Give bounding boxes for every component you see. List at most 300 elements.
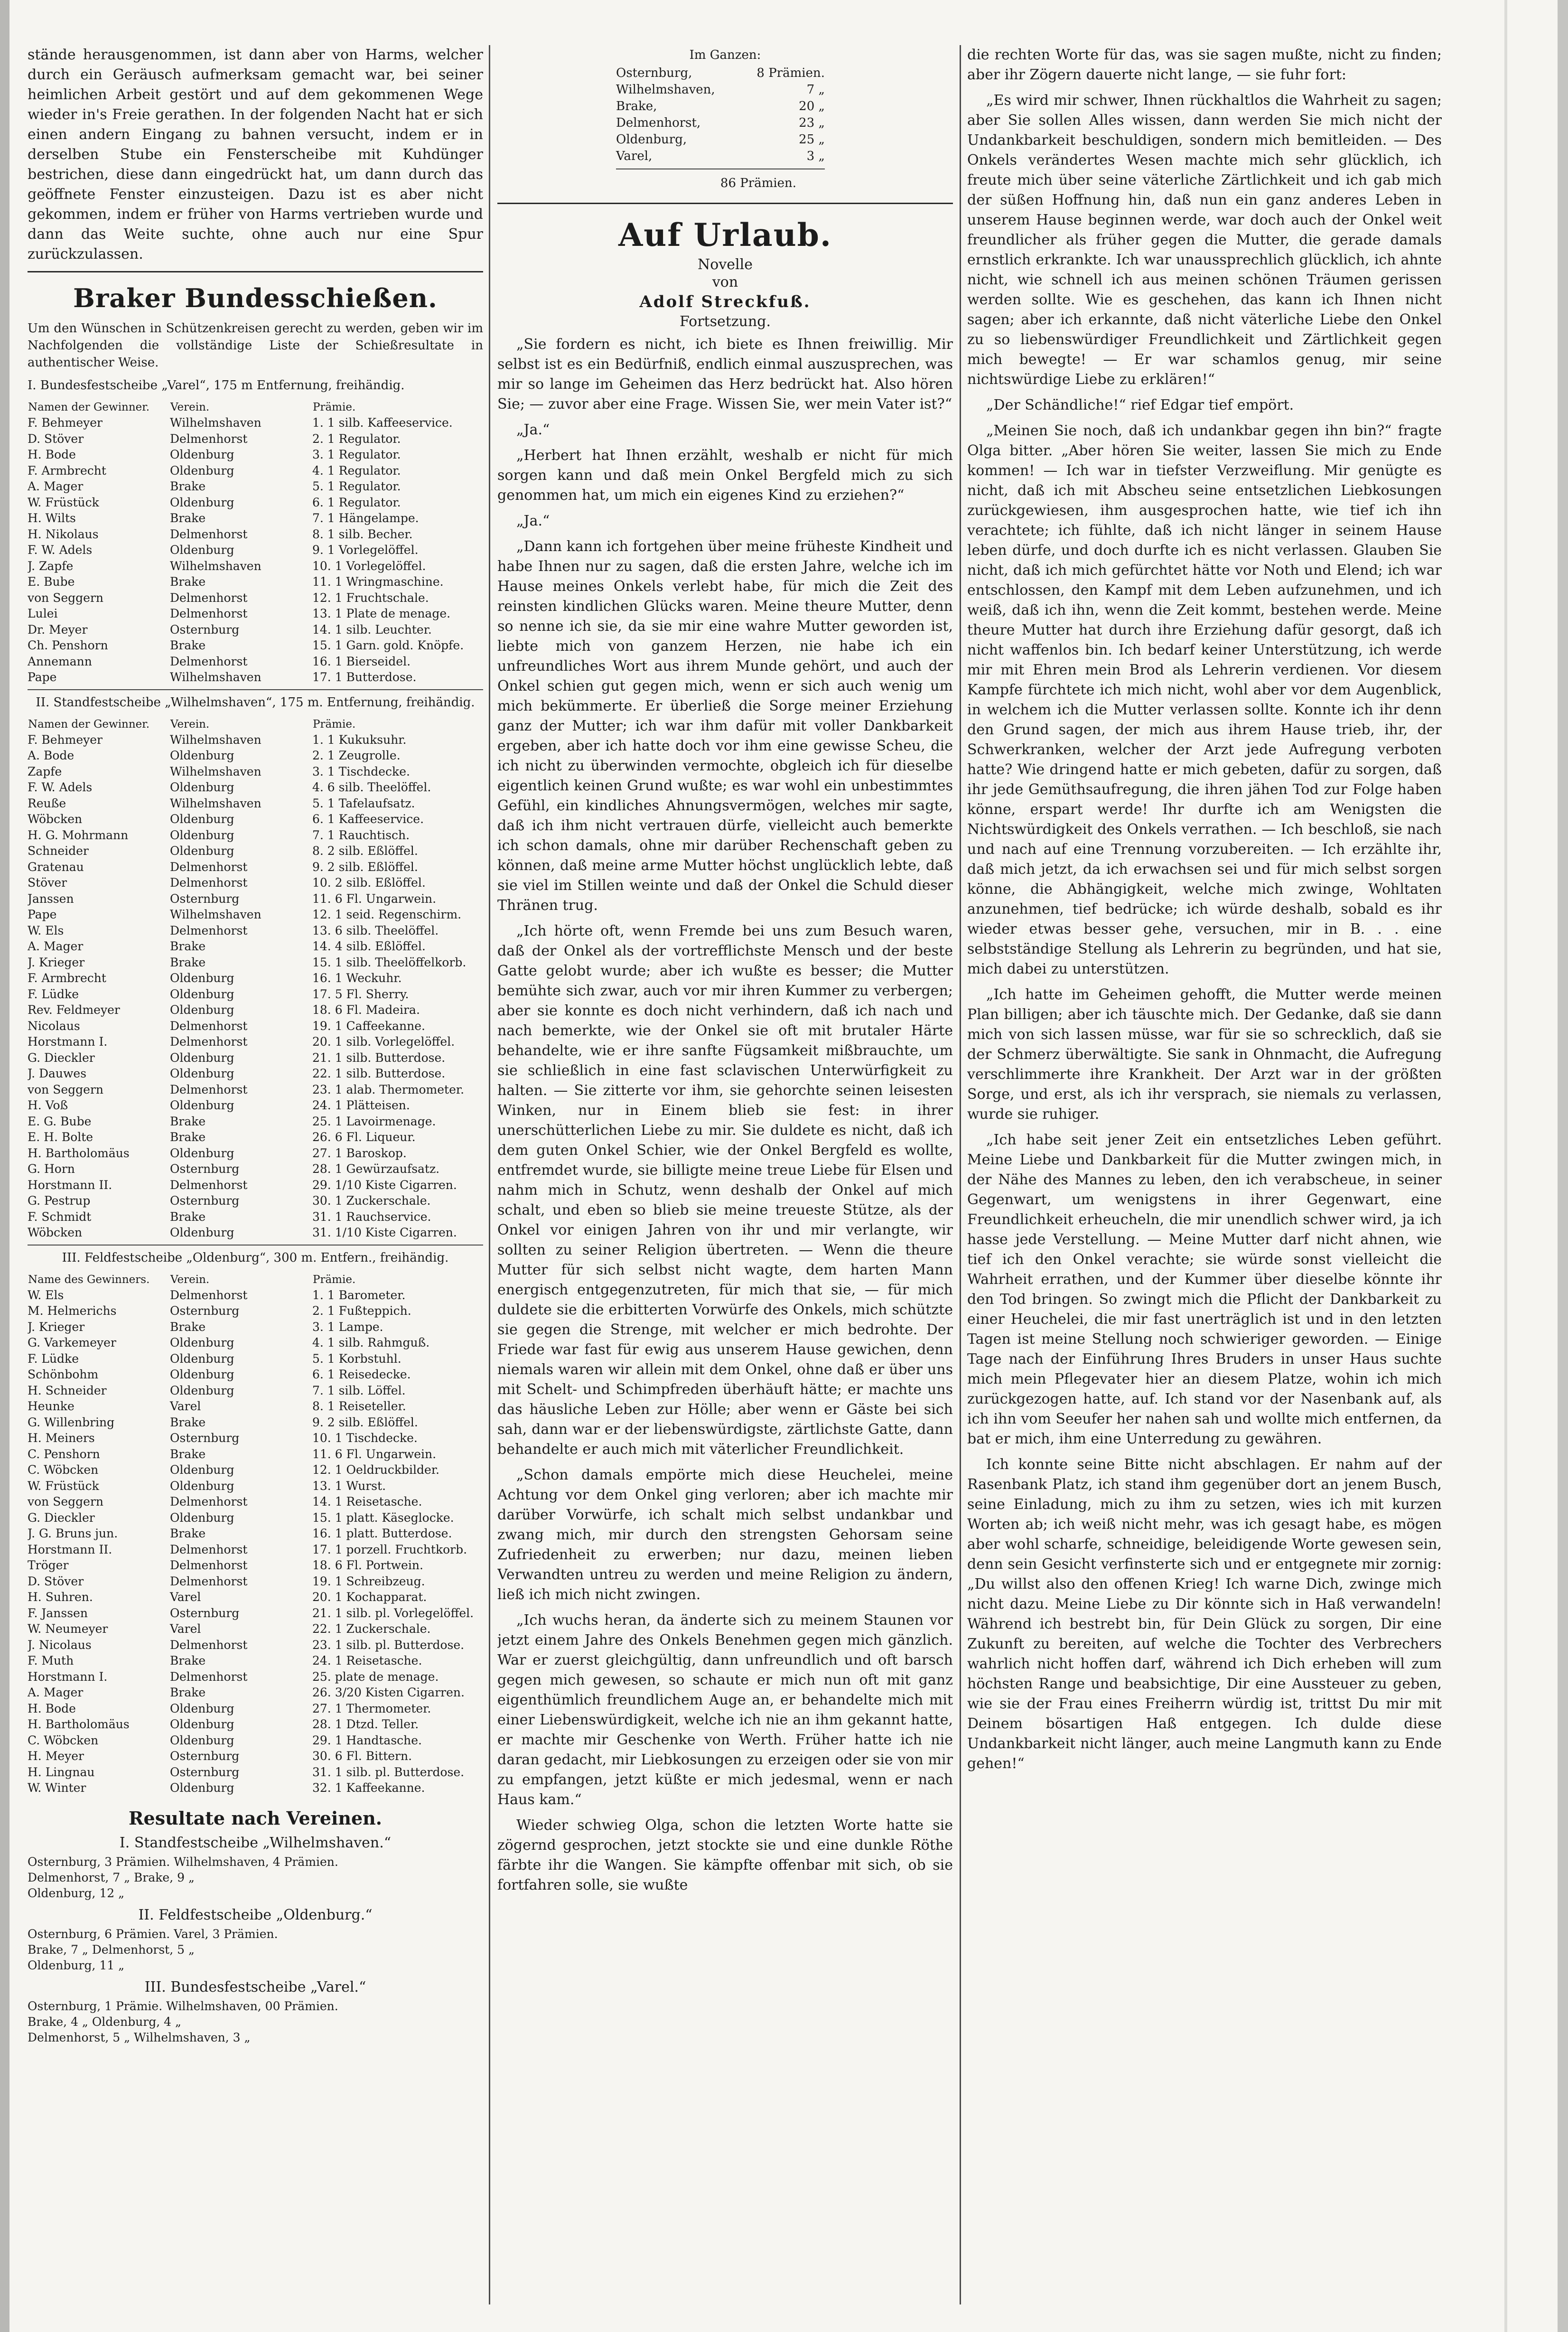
club-name: Osternburg: [170, 1606, 240, 1620]
club-name: Oldenburg: [170, 1098, 234, 1112]
winner-name: F. Behmeyer: [28, 416, 103, 430]
table-row: [28, 1653, 483, 1669]
club-name: Oldenburg: [170, 1003, 234, 1017]
col-head-verein: Verein.: [170, 718, 210, 731]
table-row: [28, 1114, 483, 1130]
story-paragraph: „Es wird mir schwer, Ihnen rückhaltlos die Wahrheit zu sagen; aber Sie sollen Alles wissen, dann werden Sie mich nicht der Undankbarkeit beschuldigen, sondern mich bemitleiden. — Des Onkels verändertes Wesen machte mich sehr glücklich, ich freute mich über seine väterliche Zärtlichkeit und ich gab mich der süßen Hoffnung hin, daß nun ein ganz anderes Leben in unserem Hause beginnen werde, war doch auch der Onkel weit freundlicher als früher gegen die Mutter, die gerade damals ernstlich erkrankte. Ich war unaussprechlich glücklich, ich ahnte nicht, wie schnell ich aus meinen schönen Träumen gerissen werden sollte. Wie es geschehen, das kann ich Ihnen nicht sagen; aber ich erkannte, daß nicht väterliche Liebe den Onkel zu so liebenswürdiger Freundlichkeit und Zärtlichkeit gegen mich bewegte! — Er war schamlos genug, mir seine nichtswürdige Liebe zu erklären!“: [967, 92, 1442, 388]
novella-genre: Novelle: [698, 256, 753, 273]
prize: 12. 1 Fruchtschale.: [312, 590, 429, 605]
prize: 18. 6 Fl. Portwein.: [312, 1558, 423, 1572]
club-name: Osternburg: [170, 1749, 240, 1763]
winner-name: Nicolaus: [28, 1019, 80, 1033]
prize: 23. 1 silb. pl. Butterdose.: [312, 1638, 465, 1652]
table-row: [28, 907, 483, 923]
winner-name: M. Helmerichs: [28, 1304, 117, 1318]
prize: 3. 1 Tischdecke.: [312, 764, 410, 778]
club-name: Oldenburg: [170, 543, 234, 557]
prize: 16. 1 Bierseidel.: [312, 654, 411, 668]
table-row: [28, 1462, 483, 1478]
winner-name: F. W. Adels: [28, 780, 93, 794]
winner-name: H. Lingnau: [28, 1765, 95, 1779]
story-paragraph: „Herbert hat Ihnen erzählt, weshalb er nicht für mich sorgen kann und daß mein Onkel Bergfeld mich zu sich genommen hat, um mich ein eigenes Kind zu erziehen?“: [497, 447, 953, 504]
col-head-praemie: Prämie.: [313, 718, 356, 731]
table-row: [28, 510, 483, 526]
prize: 3. 1 Regulator.: [312, 448, 401, 461]
winner-name: H. Bartholomäus: [28, 1717, 130, 1731]
club-name: Oldenburg: [170, 1146, 234, 1160]
table-row: [28, 478, 483, 495]
table-row: [28, 431, 483, 447]
club-name: Oldenburg: [170, 495, 234, 509]
winner-name: von Seggern: [28, 1495, 103, 1508]
table-row: [28, 1161, 483, 1177]
club-name: Oldenburg: [170, 448, 234, 461]
club-name: Delmenhorst: [170, 1558, 248, 1572]
winner-name: G. Dieckler: [28, 1510, 95, 1525]
prize: 30. 1 Zuckerschale.: [312, 1194, 431, 1208]
table-row: [28, 622, 483, 638]
divider: [28, 271, 483, 272]
prize: 5. 1 Tafelaufsatz.: [312, 796, 415, 810]
winner-name: Heunke: [28, 1399, 75, 1413]
prize: 14. 1 Reisetasche.: [312, 1495, 422, 1508]
club-name: Oldenburg: [170, 812, 234, 826]
table-row: [28, 1097, 483, 1114]
prize: 20. 1 Kochapparat.: [312, 1590, 427, 1604]
winner-name: E. Bube: [28, 575, 75, 589]
club-name: Delmenhorst: [170, 607, 248, 620]
winner-name: C. Penshorn: [28, 1447, 100, 1461]
table-row: [28, 1780, 483, 1796]
club-name: Delmenhorst: [170, 431, 248, 446]
winner-name: Gratenau: [28, 860, 84, 874]
winner-name: H. Voß: [28, 1098, 68, 1112]
result-line: Delmenhorst, 7 „ Brake, 9 „: [28, 1870, 195, 1884]
club-name: Brake: [170, 479, 206, 493]
winner-name: W. Früstück: [28, 1479, 99, 1493]
table-row: [28, 1478, 483, 1494]
result-line: Osternburg, 3 Prämien. Wilhelmshaven, 4 Prämien.: [28, 1854, 338, 1869]
novella-von: von: [712, 274, 738, 290]
table-row: [28, 558, 483, 574]
winner-name: F. Behmeyer: [28, 732, 103, 747]
prize: 4. 1 Regulator.: [312, 463, 401, 478]
result-line: Osternburg, 6 Prämien. Varel, 3 Prämien.: [28, 1927, 278, 1941]
winner-name: A. Bode: [28, 749, 75, 762]
table-row: [28, 495, 483, 511]
col-head-name: Name des Gewinners.: [28, 1273, 150, 1286]
club-name: Osternburg: [170, 622, 240, 637]
winner-name: G. Pestrup: [28, 1194, 91, 1208]
winner-name: W. Els: [28, 923, 64, 937]
prize: 15. 1 platt. Käseglocke.: [312, 1510, 454, 1525]
winner-name: Tröger: [28, 1558, 69, 1572]
prize: 2. 1 Fußteppich.: [312, 1304, 411, 1318]
winner-name: W. Früstück: [28, 495, 99, 509]
winner-name: Pape: [28, 670, 57, 684]
club-name: Oldenburg: [170, 844, 234, 858]
prize: 28. 1 Dtzd. Teller.: [312, 1717, 419, 1731]
winner-name: Janssen: [28, 891, 74, 906]
winner-name: J. Dauwes: [28, 1067, 87, 1080]
table-row: [28, 1669, 483, 1685]
prize: 14. 4 silb. Eßlöffel.: [312, 939, 426, 953]
table-row: [28, 637, 483, 654]
prize: 19. 1 Schreibzeug.: [312, 1574, 425, 1588]
club-name: Varel: [170, 1399, 201, 1413]
club-name: Oldenburg: [170, 1383, 234, 1397]
totals-row: [616, 65, 825, 82]
table-row: [28, 859, 483, 875]
prize-count: 8 Prämien.: [756, 66, 825, 80]
prize: 31. 1 Rauchservice.: [312, 1209, 431, 1224]
winner-name: D. Stöver: [28, 1574, 84, 1588]
club-name: Brake: [170, 511, 206, 525]
club-name: Osternburg: [170, 1304, 240, 1318]
prize: 22. 1 Zuckerschale.: [312, 1622, 431, 1636]
prize: 29. 1 Handtasche.: [312, 1733, 422, 1747]
prize: 2. 1 Regulator.: [312, 431, 401, 446]
story-paragraph: „Ich habe seit jener Zeit ein entsetzliches Leben geführt. Meine Liebe und Dankbarkeit für die Mutter zwingen mich, in der Nähe des Mannes zu leben, den ich verabscheue, in seiner Gegenwart, um wenigstens in ihrer Gegenwart, eine Freundlichkeit erheucheln, die mir unendlich schwer wird, ja ich hasse jede Verstellung. — Meine Mutter darf nicht ahnen, wie tief ich den Onkel verachte; sie würde sonst vielleicht die Wahrheit errathen, und der Kummer über dieselbe könnte ihr den Tod bringen. So zwingt mich die Pflicht der Dankbarkeit zu einer Heuchelei, die mir fast unerträglich ist und in den letzten Tagen ist meine Stellung noch schwieriger geworden. — Einige Tage nach der Einführung Ihres Bruders in unser Haus suchte mich mein Pflegevater hier an diesem Platze, wohin ich mich zurückgezogen hatte, auf. Ich stand vor der Nasenbank auf, als ich ihn vom Seeufer her nahen sah und wollte mich entfernen, da bat er mich, ihm eine Unterredung zu gewähren.: [967, 1132, 1442, 1447]
club-name: Delmenhorst: [170, 1035, 248, 1049]
table-row: [28, 1018, 483, 1034]
table-row: [28, 986, 483, 1002]
prize: 7. 1 Hängelampe.: [312, 511, 419, 525]
club-name: Delmenhorst: [170, 1082, 248, 1096]
table-row: [28, 1764, 483, 1780]
table-row: [28, 1430, 483, 1446]
prize: 9. 2 silb. Eßlöffel.: [312, 1415, 418, 1429]
winner-name: Horstmann II.: [28, 1542, 112, 1556]
prize: 21. 1 silb. pl. Vorlegelöffel.: [312, 1606, 474, 1620]
winner-name: von Seggern: [28, 1082, 103, 1096]
table-row: [28, 1589, 483, 1605]
prize: 9. 1 Vorlegelöffel.: [312, 543, 419, 557]
club-name: Wilhelmshaven: [170, 416, 261, 430]
winner-name: von Seggern: [28, 590, 103, 605]
club-name: Oldenburg: [170, 1717, 234, 1731]
club-name: Osternburg: [170, 1194, 240, 1208]
prize: 5. 1 Regulator.: [312, 479, 401, 493]
results-2-title: II. Feldfestscheibe „Oldenburg.“: [138, 1906, 373, 1923]
column-rule-2: [960, 45, 961, 2304]
club-name: Oldenburg: [170, 1733, 234, 1747]
winner-name: H. Meyer: [28, 1749, 84, 1763]
table-row: [28, 463, 483, 479]
winner-name: W. Els: [28, 1288, 64, 1302]
club-name: Delmenhorst: [170, 1669, 248, 1684]
winner-name: H. Wilts: [28, 511, 76, 525]
prize: 14. 1 silb. Leuchter.: [312, 622, 432, 637]
result-line: Brake, 7 „ Delmenhorst, 5 „: [28, 1942, 195, 1957]
club-name: Oldenburg: [170, 971, 234, 985]
table-row: [28, 1002, 483, 1018]
column-3: [967, 45, 1442, 2314]
club-name: Brake,: [616, 99, 657, 113]
winner-name: H. Bode: [28, 448, 76, 461]
result-line: Oldenburg, 11 „: [28, 1958, 125, 1972]
table-row: [28, 1685, 483, 1701]
winner-name: F. Armbrecht: [28, 971, 106, 985]
table-row: [28, 606, 483, 622]
prize: 12. 1 Oeldruckbilder.: [312, 1463, 439, 1477]
winner-name: Zapfe: [28, 764, 62, 778]
club-name: Delmenhorst: [170, 590, 248, 605]
section1-title: I. Bundesfestscheibe „Varel“, 175 m Entfernung, freihändig.: [28, 378, 405, 393]
prize: 10. 1 Tischdecke.: [312, 1431, 418, 1445]
prize: 19. 1 Caffeekanne.: [312, 1019, 425, 1033]
prize-count: 3 „: [806, 149, 825, 163]
result-line: Oldenburg, 12 „: [28, 1886, 125, 1900]
prize: 16. 1 Weckuhr.: [312, 971, 402, 985]
club-name: Delmenhorst,: [616, 116, 701, 130]
winner-name: C. Wöbcken: [28, 1463, 99, 1477]
winner-name: Dr. Meyer: [28, 622, 88, 637]
prize: 13. 1 Plate de menage.: [312, 607, 451, 620]
prize: 7. 1 Rauchtisch.: [312, 828, 410, 842]
story-paragraph: „Dann kann ich fortgehen über meine früheste Kindheit und habe Ihnen nur zu sagen, daß die ersten Jahre, welche ich im Hause meines Onkels verlebt habe, für mich die Zeit des reinsten kindlichen Glücks waren. Meine theure Mutter, denn so nenne ich sie, da sie mir eine wahre Mutter geworden ist, liebte mich von ganzem Herzen, nie habe ich ein unfreundliches Wort aus ihrem Munde gehört, und auch der Onkel schien gut gegen mich, wenn er sich auch wenig um mich bekümmerte. Er überließ die Sorge meiner Erziehung ganz der Mutter; ich war ihm dafür mit voller Dankbarkeit ergeben, aber ich hatte doch vor ihm eine gewisse Scheu, die ich nicht zu überwinden vermochte, obgleich ich für dieselbe eigentlich keinen Grund wußte; es war wohl ein unbestimmtes Gefühl, ein kindliches Ahnungsvermögen, welches mir sagte, daß ich ihm nicht vertrauen dürfe, vielleicht auch bemerkte ich schon damals, ohne mir darüber Rechenschaft geben zu können, daß meine arme Mutter höchst unglücklich lebte, daß sie viel im Stillen weinte und daß der Onkel die Schuld dieser Thränen trug.: [497, 538, 953, 914]
table-row: [28, 1621, 483, 1637]
club-name: Oldenburg: [170, 463, 234, 478]
prize: 8. 1 Reiseteller.: [312, 1399, 406, 1413]
club-name: Brake: [170, 1415, 206, 1429]
table-row: [28, 1414, 483, 1431]
winner-name: Lulei: [28, 607, 58, 620]
table-row: [28, 811, 483, 827]
prize: 31. 1/10 Kiste Cigarren.: [312, 1226, 457, 1239]
table-row: [28, 1145, 483, 1161]
table-row: [28, 875, 483, 891]
club-name: Delmenhorst: [170, 1288, 248, 1302]
club-name: Delmenhorst: [170, 1638, 248, 1652]
prize-count: 7 „: [806, 83, 825, 97]
prize: 1. 1 Kukuksuhr.: [312, 732, 407, 747]
winner-name: F. W. Adels: [28, 543, 93, 557]
winner-name: Wöbcken: [28, 1226, 83, 1239]
col-head-verein: Verein.: [170, 1273, 210, 1286]
club-name: Oldenburg: [170, 1226, 234, 1239]
table-row: [28, 1637, 483, 1653]
winner-name: G. Horn: [28, 1162, 75, 1176]
section2-title: II. Standfestscheibe „Wilhelmshaven“, 175 m. Entfernung, freihändig.: [36, 695, 475, 710]
story-paragraph: die rechten Worte für das, was sie sagen mußte, nicht zu finden; aber ihr Zögern dauerte nicht lange, — sie fuhr fort:: [967, 47, 1442, 83]
prize-table-1: [28, 400, 483, 685]
club-name: Oldenburg: [170, 1781, 234, 1795]
prize: 15. 1 Garn. gold. Knöpfe.: [312, 638, 464, 652]
club-name: Brake: [170, 1527, 206, 1540]
divider: [497, 203, 953, 204]
winner-name: J. Nicolaus: [28, 1638, 92, 1652]
club-name: Delmenhorst: [170, 860, 248, 874]
results-3-title: III. Bundesfestscheibe „Varel.“: [144, 1978, 366, 1995]
prize: 3. 1 Lampe.: [312, 1320, 383, 1334]
prize: 27. 1 Thermometer.: [312, 1701, 431, 1715]
winner-name: W. Winter: [28, 1781, 86, 1795]
club-name: Delmenhorst: [170, 876, 248, 890]
club-name: Delmenhorst: [170, 1574, 248, 1588]
club-name: Delmenhorst: [170, 923, 248, 937]
winner-name: Horstmann II.: [28, 1178, 112, 1192]
club-name: Oldenburg,: [616, 132, 687, 147]
winner-name: Reuße: [28, 796, 66, 810]
prize: 8. 2 silb. Eßlöffel.: [312, 844, 418, 858]
club-name: Oldenburg: [170, 828, 234, 842]
club-name: Osternburg: [170, 1765, 240, 1779]
winner-name: J. Zapfe: [28, 559, 74, 573]
prize: 28. 1 Gewürzaufsatz.: [312, 1162, 440, 1176]
prize: 13. 6 silb. Theelöffel.: [312, 923, 439, 937]
winner-name: Stöver: [28, 876, 67, 890]
story-paragraph: Wieder schwieg Olga, schon die letzten Worte hatte sie zögernd gesprochen, jetzt stockte sie und eine dunkle Röthe färbte ihr die Wangen. Sie kämpfte offenbar mit sich, ob sie fortfahren solle, sie wußte: [497, 1817, 953, 1893]
club-name: Oldenburg: [170, 1367, 234, 1381]
prize: 11. 6 Fl. Ungarwein.: [312, 1447, 437, 1461]
table-row: [28, 1082, 483, 1098]
winner-name: F. Lüdke: [28, 987, 79, 1001]
table-row: [28, 526, 483, 543]
club-name: Brake: [170, 1654, 206, 1667]
prize: 5. 1 Korbstuhl.: [312, 1351, 401, 1366]
table-row: [28, 955, 483, 971]
prize: 17. 1 Butterdose.: [312, 670, 417, 684]
club-name: Oldenburg: [170, 1463, 234, 1477]
club-name: Brake: [170, 1209, 206, 1224]
prize: 4. 1 silb. Rahmguß.: [312, 1336, 430, 1349]
table-row: [28, 654, 483, 670]
club-name: Brake: [170, 1320, 206, 1334]
prize: 26. 6 Fl. Liqueur.: [312, 1130, 416, 1144]
prize: 6. 1 Regulator.: [312, 495, 401, 509]
prize-count: 20 „: [799, 99, 825, 113]
table-row: [28, 732, 483, 748]
story-paragraph: „Ich hörte oft, wenn Fremde bei uns zum Besuch waren, daß der Onkel als der vortrefflichste Mensch und der beste Gatte gelobt wurde; aber ich wußte es besser; die Mutter bemühte sich zwar, auch vor mir ihren Kummer zu verbergen; aber sie konnte es doch nicht verhindern, daß ich nach und nach bemerkte, wie der Onkel sie oft mit brutaler Härte behandelte, wie er ihre sanfte Fügsamkeit mißbrauchte, um sie schließlich in eine fast sclavischen Unterwürfigkeit zu halten. — Sie zitterte vor ihm, sie gehorchte seinen leisesten Winken, nur in Einem blieb sie fest: in ihrer unerschütterlichen Liebe zu mir. Sie duldete es nicht, daß ich dem guten Onkel Schier, wie der Onkel Bergfeld es wollte, entfremdet wurde, sie billigte meine treue Liebe für Elsen und nahm mich in Schutz, wenn deshalb der Onkel auf mich schalt, und eben so blieb sie meine treueste Stütze, als der Onkel vor einigen Jahren von ihr und mir verlangte, wir sollten zu seiner Religion übertreten. — Wenn die theure Mutter für sich selbst nicht wagte, dem harten Mann energisch entgegenzutreten, für mich that sie, — für mich duldete sie die erbitterten Vorwürfe des Onkels, mich schützte sie gegen die Strenge, mit welcher er mich bedrohte. Der Friede war fast für ewig aus unserem Hause gewichen, denn niemals waren wir allein mit dem Onkel, ohne daß er über uns mit Schelt- und Schimpfreden überhäuft hätte; er machte uns das häusliche Leben zur Hölle; aber wenn er Gäste bei sich sah, dann war er der liebenswürdigste, zärtlichste Gatte, dann behandelte er auch mich mit väterlicher Freundlichkeit.: [497, 923, 953, 1458]
prize: 22. 1 silb. Butterdose.: [312, 1067, 446, 1080]
prize: 1. 1 silb. Kaffeeservice.: [312, 416, 453, 430]
winner-name: Horstmann I.: [28, 1669, 108, 1684]
scan-border-right: [1558, 0, 1568, 2332]
club-name: Oldenburg: [170, 1067, 234, 1080]
winner-name: Wöbcken: [28, 812, 83, 826]
prize: 24. 1 Plätteisen.: [312, 1098, 410, 1112]
table-row: [28, 1398, 483, 1414]
winner-name: G. Willenbring: [28, 1415, 115, 1429]
club-name: Brake: [170, 1686, 206, 1699]
prize: 25. 1 Lavoirmenage.: [312, 1114, 436, 1128]
club-name: Oldenburg: [170, 1336, 234, 1349]
club-name: Osternburg,: [616, 66, 692, 80]
prize: 9. 2 silb. Eßlöffel.: [312, 860, 418, 874]
table-row: [28, 1605, 483, 1621]
story-paragraph: „Ich wuchs heran, da änderte sich zu meinem Staunen vor jetzt einem Jahre des Onkels Benehmen gegen mich gänzlich. War er zuerst gleichgültig, dann unfreundlich und oft barsch gegen mich gewesen, so schaute er mich nun oft mit ganz eigenthümlich freundlichem Auge an, er behandelte mich mit einer Liebenswürdigkeit, welche ich nie an ihm gekannt hatte, er machte mir Geschenke von Werth. Früher hatte ich nie daran gedacht, mir Liebkosungen zu erzeigen oder sie von mir zu empfangen, jetzt küßte er mich jedesmal, wenn er nach Haus kam.“: [497, 1612, 953, 1808]
col-head-name: Namen der Gewinner.: [28, 401, 150, 413]
result-line: Delmenhorst, 5 „ Wilhelmshaven, 3 „: [28, 2030, 251, 2044]
col-head-praemie: Prämie.: [313, 401, 356, 413]
table-row: [28, 1177, 483, 1193]
prize: 10. 2 silb. Eßlöffel.: [312, 876, 426, 890]
totals-row: [616, 148, 825, 165]
winner-name: A. Mager: [28, 479, 84, 493]
prize: 8. 1 silb. Becher.: [312, 527, 413, 541]
club-name: Brake: [170, 575, 206, 589]
prize: 13. 1 Wurst.: [312, 1479, 386, 1493]
table-row: [28, 1557, 483, 1573]
winner-name: G. Dieckler: [28, 1050, 95, 1065]
table-row: [28, 1193, 483, 1209]
winner-name: F. Armbrecht: [28, 463, 106, 478]
shooting-festival-intro: Um den Wünschen in Schützenkreisen gerecht zu werden, geben wir im Nachfolgenden die vollständige Liste der Schießresultate in authentischer Weise.: [28, 321, 483, 370]
club-name: Wilhelmshaven: [170, 764, 261, 778]
table-row: [28, 1225, 483, 1241]
prize: 26. 3/20 Kisten Cigarren.: [312, 1686, 465, 1699]
table-row: [28, 669, 483, 685]
table-row: [28, 1129, 483, 1145]
table-row: [28, 1733, 483, 1749]
scan-border-left: [0, 0, 9, 2332]
col-head-verein: Verein.: [170, 401, 210, 413]
winner-name: H. Meiners: [28, 1431, 95, 1445]
winner-name: F. Janssen: [28, 1606, 88, 1620]
table-row: [28, 1066, 483, 1082]
col-head-name: Namen der Gewinner.: [28, 718, 150, 731]
winner-name: F. Muth: [28, 1654, 74, 1667]
divider: [28, 689, 483, 690]
story-paragraph: „Ja.“: [516, 513, 550, 529]
prize: 12. 1 seid. Regenschirm.: [312, 908, 462, 921]
winner-name: F. Schmidt: [28, 1209, 92, 1224]
story-paragraph: „Sie fordern es nicht, ich biete es Ihnen freiwillig. Mir selbst ist es ein Bedürfniß, endlich einmal auszusprechen, was mir so lange im Geheimen das Herz bedrückt hat. Also hören Sie; — zuvor aber eine Frage. Wissen Sie, wer mein Vater ist?“: [497, 336, 953, 412]
section3-title: III. Feldfestscheibe „Oldenburg“, 300 m. Entfern., freihändig.: [62, 1250, 449, 1265]
page-fold-shadow: [1504, 0, 1507, 2332]
table-row: [28, 542, 483, 558]
winner-name: Schneider: [28, 844, 89, 858]
winner-name: J. Krieger: [28, 1320, 85, 1334]
table-row: [28, 590, 483, 606]
prize-table-2: [28, 717, 483, 1241]
club-name: Varel: [170, 1622, 201, 1636]
prize: 25. plate de menage.: [312, 1669, 439, 1684]
table-row: [28, 796, 483, 812]
table-row: [28, 843, 483, 859]
table-row: [28, 1748, 483, 1764]
prize: 11. 6 Fl. Ungarwein.: [312, 891, 437, 906]
result-line: Osternburg, 1 Prämie. Wilhelmshaven, 00 Prämien.: [28, 1999, 338, 2013]
story-paragraph: „Ja.“: [516, 421, 550, 438]
club-name: Oldenburg: [170, 1351, 234, 1366]
story-paragraph: Ich konnte seine Bitte nicht abschlagen. Er nahm auf der Rasenbank Platz, ich stand ihm gegenüber dort an jenem Busch, seine Einladung, mich zu ihm zu setzen, wies ich mit kurzen Worten ab; ich weiß nicht mehr, was ich gesagt habe, es mögen aber wohl scharfe, schneidige, beleidigende Worte gewesen sein, denn sein Gesicht verfinsterte sich und er entgegnete mir zornig: „Du willst also den offenen Krieg! Ich warne Dich, zwinge mich nicht dazu. Meine Liebe zu Dir könnte sich in Haß verwandeln! Während ich bestrebt bin, für Dein Glück zu sorgen, Dir eine Zukunft zu bereiten, auf welche die Tochter des Verbrechers wahrlich nicht hoffen darf, während ich Dich erheben will zum höchsten Range und beabsichtige, Dir eine Aussteuer zu geben, wie sie der Frau eines Freiherrn würdig ist, trittst Du mir mit Deinem bösartigen Haß entgegen. Ich dulde diese Undankbarkeit nicht länger, auch meine Langmuth kann zu Ende gehen!“: [967, 1456, 1442, 1772]
totals-row: [616, 82, 825, 98]
prize: 21. 1 silb. Butterdose.: [312, 1050, 446, 1065]
winner-name: H. Bode: [28, 1701, 76, 1715]
club-name: Delmenhorst: [170, 1019, 248, 1033]
column-rule-1: [489, 45, 490, 2304]
novella-title: Auf Urlaub.: [618, 216, 832, 253]
club-name: Oldenburg: [170, 1510, 234, 1525]
winner-name: Annemann: [28, 654, 92, 668]
prize: 17. 5 Fl. Sherry.: [312, 987, 409, 1001]
table-row: [28, 1526, 483, 1542]
burglary-report-text: stände herausgenommen, ist dann aber von Harms, welcher durch ein Geräusch aufmerksam gemacht war, bei seiner heimlichen Arbeit gestört und auf dem gekommenen Wege wieder in's Freie gerathen. In der folgenden Nacht hat er sich einen andern Eingang zu bahnen versucht, indem er in derselben Stube ein Fensterscheibe mit Kuhdünger bestrichen, diese dann eingedrückt hat, um dann durch das geöffnete Fenster einzusteigen. Dazu ist es aber nicht gekommen, indem er früher von Harms vertrieben wurde und dann das Weite suchte, ohne auch nur eine Spur zurückzulassen.: [28, 47, 483, 262]
table-row: [28, 1542, 483, 1558]
prize: 6. 1 Kaffeeservice.: [312, 812, 424, 826]
story-paragraph: „Schon damals empörte mich diese Heuchelei, meine Achtung vor dem Onkel ging verloren; aber ich machte mir darüber Vorwürfe, ich schalt mich selbst undankbar und zwang mich, mir durch den strengsten Gehorsam seine Zufriedenheit zu erwerben; nur dazu, meinen lieben Verwandten untreu zu werden und meine Religion zu ändern, ließ ich mich nicht zwingen.: [497, 1467, 953, 1603]
result-line: Brake, 4 „ Oldenburg, 4 „: [28, 2014, 181, 2029]
club-name: Varel: [170, 1590, 201, 1604]
winner-name: A. Mager: [28, 1686, 84, 1699]
winner-name: W. Neumeyer: [28, 1622, 108, 1636]
prize: 17. 1 porzell. Fruchtkorb.: [312, 1542, 467, 1556]
table-row: [28, 1367, 483, 1383]
club-name: Wilhelmshaven: [170, 559, 261, 573]
prize: 30. 6 Fl. Bittern.: [312, 1749, 412, 1763]
